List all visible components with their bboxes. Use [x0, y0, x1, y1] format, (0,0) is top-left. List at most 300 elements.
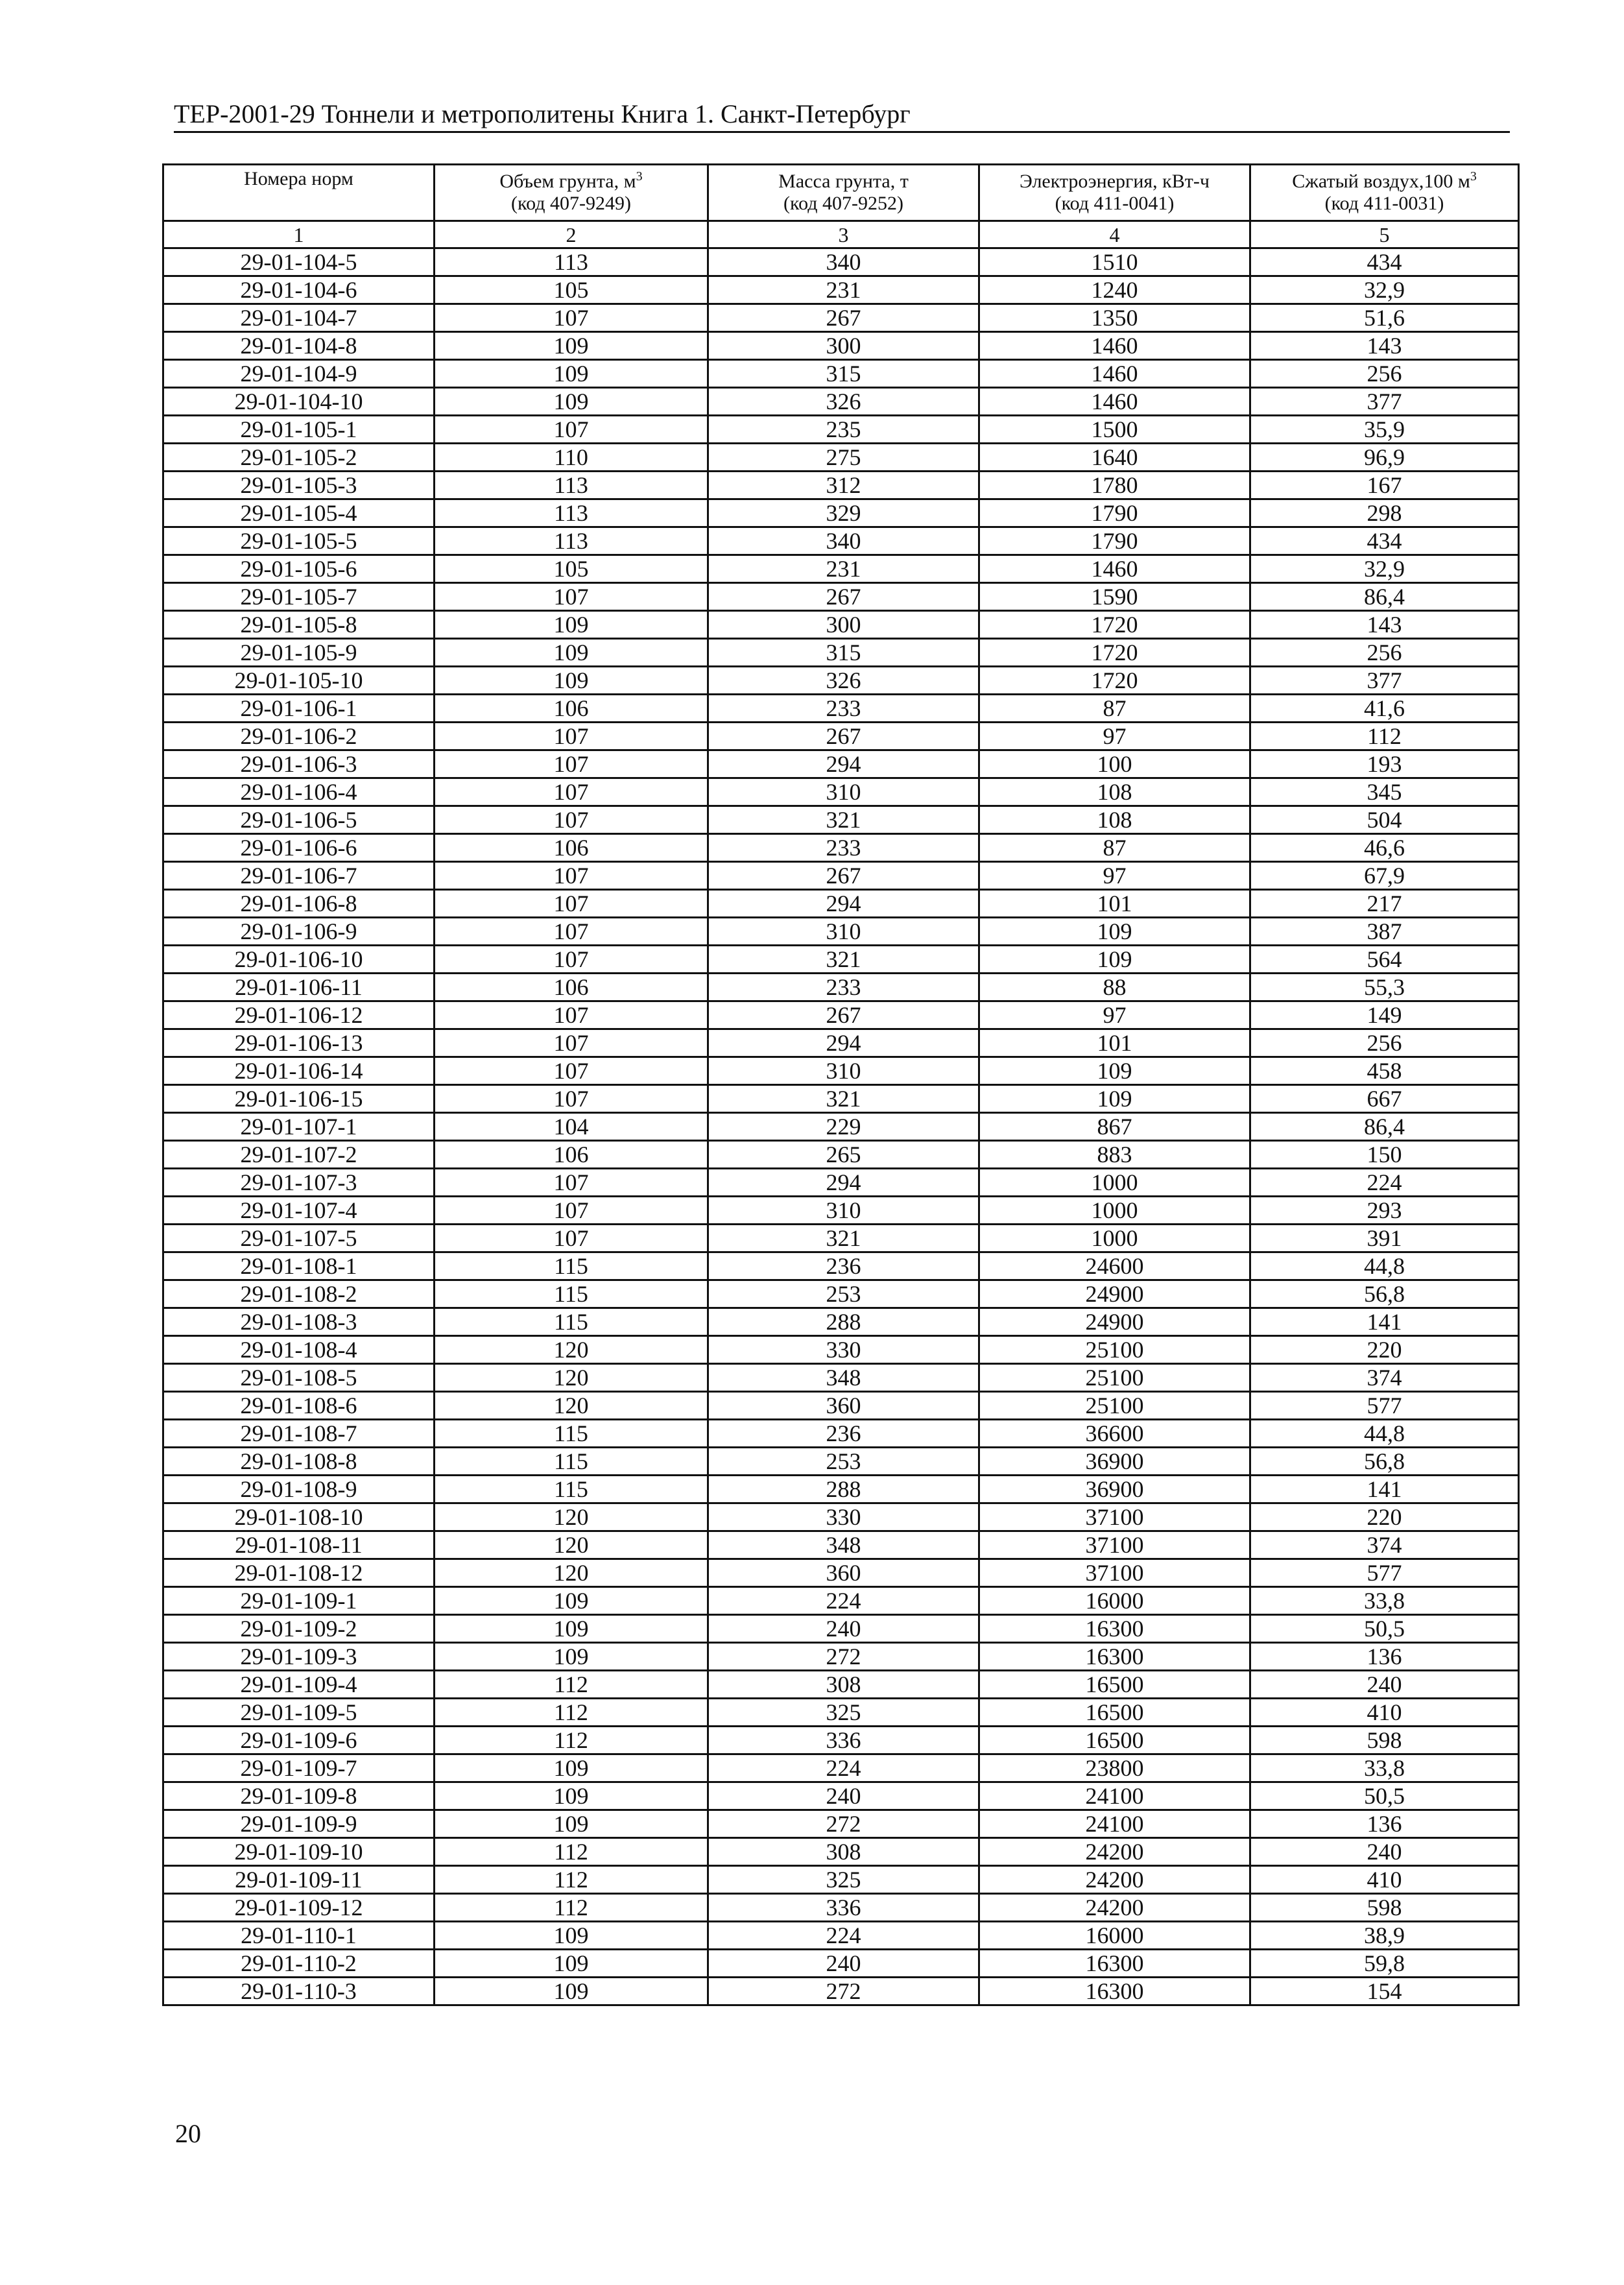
norm-number-cell: 29-01-109-10 — [163, 1838, 435, 1866]
soil-volume-cell: 107 — [435, 723, 708, 750]
soil-volume-cell: 109 — [435, 639, 708, 667]
soil-volume-cell: 109 — [435, 388, 708, 416]
soil-mass-cell: 360 — [708, 1392, 979, 1420]
table-row — [163, 248, 1519, 276]
soil-mass-cell: 294 — [708, 750, 979, 778]
soil-volume-cell: 107 — [435, 583, 708, 611]
column-header — [1250, 165, 1519, 221]
soil-volume-cell: 107 — [435, 918, 708, 946]
electricity-cell: 23800 — [979, 1754, 1250, 1782]
table-row — [163, 1197, 1519, 1225]
electricity-cell: 87 — [979, 834, 1250, 862]
table-row — [163, 555, 1519, 583]
soil-volume-cell: 109 — [435, 1587, 708, 1615]
norm-number-cell: 29-01-108-3 — [163, 1308, 435, 1336]
soil-volume-cell: 113 — [435, 248, 708, 276]
norm-number-cell: 29-01-106-2 — [163, 723, 435, 750]
soil-volume-cell: 107 — [435, 778, 708, 806]
soil-volume-cell: 109 — [435, 332, 708, 360]
compressed-air-cell: 149 — [1250, 1001, 1519, 1029]
superscript: 3 — [636, 169, 643, 184]
table-row — [163, 1671, 1519, 1699]
norm-number-cell: 29-01-110-2 — [163, 1950, 435, 1978]
soil-volume-cell: 107 — [435, 1001, 708, 1029]
norm-number-cell: 29-01-108-7 — [163, 1420, 435, 1448]
soil-mass-cell: 326 — [708, 388, 979, 416]
table-row — [163, 1392, 1519, 1420]
soil-mass-cell: 340 — [708, 248, 979, 276]
norm-number-cell: 29-01-108-12 — [163, 1559, 435, 1587]
compressed-air-cell: 33,8 — [1250, 1587, 1519, 1615]
norm-number-cell: 29-01-108-10 — [163, 1503, 435, 1531]
norm-number-cell: 29-01-109-6 — [163, 1727, 435, 1754]
soil-mass-cell: 329 — [708, 499, 979, 527]
electricity-cell: 1720 — [979, 667, 1250, 695]
electricity-cell: 1240 — [979, 276, 1250, 304]
table-row — [163, 1420, 1519, 1448]
table-row — [163, 1280, 1519, 1308]
electricity-cell: 88 — [979, 974, 1250, 1001]
column-header-code: (код 411-0041) — [1055, 193, 1175, 214]
electricity-cell: 1000 — [979, 1225, 1250, 1252]
norm-number-cell: 29-01-105-8 — [163, 611, 435, 639]
electricity-cell: 108 — [979, 806, 1250, 834]
electricity-cell: 1350 — [979, 304, 1250, 332]
soil-mass-cell: 321 — [708, 946, 979, 974]
table-row — [163, 1922, 1519, 1950]
compressed-air-cell: 256 — [1250, 639, 1519, 667]
table-row — [163, 946, 1519, 974]
soil-volume-cell: 113 — [435, 527, 708, 555]
norm-number-cell: 29-01-106-6 — [163, 834, 435, 862]
soil-volume-cell: 105 — [435, 555, 708, 583]
electricity-cell: 1590 — [979, 583, 1250, 611]
table-row — [163, 1476, 1519, 1503]
norm-number-cell: 29-01-108-11 — [163, 1531, 435, 1559]
norm-number-cell: 29-01-109-3 — [163, 1643, 435, 1671]
norm-number-cell: 29-01-108-5 — [163, 1364, 435, 1392]
electricity-cell: 1720 — [979, 611, 1250, 639]
soil-volume-cell: 106 — [435, 834, 708, 862]
compressed-air-cell: 224 — [1250, 1169, 1519, 1197]
electricity-cell: 101 — [979, 1029, 1250, 1057]
soil-mass-cell: 360 — [708, 1559, 979, 1587]
table-row — [163, 1615, 1519, 1643]
table-row — [163, 1225, 1519, 1252]
soil-volume-cell: 115 — [435, 1448, 708, 1476]
table-row — [163, 1531, 1519, 1559]
compressed-air-cell: 256 — [1250, 1029, 1519, 1057]
compressed-air-cell: 410 — [1250, 1866, 1519, 1894]
compressed-air-cell: 32,9 — [1250, 555, 1519, 583]
soil-mass-cell: 229 — [708, 1113, 979, 1141]
electricity-cell: 1460 — [979, 388, 1250, 416]
electricity-cell: 1780 — [979, 472, 1250, 499]
electricity-cell: 16000 — [979, 1922, 1250, 1950]
soil-volume-cell: 113 — [435, 472, 708, 499]
electricity-cell: 16300 — [979, 1978, 1250, 2005]
soil-mass-cell: 330 — [708, 1503, 979, 1531]
soil-volume-cell: 107 — [435, 806, 708, 834]
soil-mass-cell: 310 — [708, 918, 979, 946]
table-row — [163, 1308, 1519, 1336]
table-row — [163, 1057, 1519, 1085]
soil-mass-cell: 253 — [708, 1280, 979, 1308]
soil-mass-cell: 267 — [708, 583, 979, 611]
compressed-air-cell: 193 — [1250, 750, 1519, 778]
column-header — [708, 165, 979, 221]
electricity-cell: 36900 — [979, 1448, 1250, 1476]
table-row — [163, 1782, 1519, 1810]
soil-volume-cell: 115 — [435, 1252, 708, 1280]
compressed-air-cell: 38,9 — [1250, 1922, 1519, 1950]
electricity-cell: 100 — [979, 750, 1250, 778]
norm-number-cell: 29-01-106-4 — [163, 778, 435, 806]
compressed-air-cell: 154 — [1250, 1978, 1519, 2005]
soil-mass-cell: 325 — [708, 1866, 979, 1894]
norm-number-cell: 29-01-109-4 — [163, 1671, 435, 1699]
soil-volume-cell: 109 — [435, 1922, 708, 1950]
soil-mass-cell: 294 — [708, 890, 979, 918]
soil-mass-cell: 312 — [708, 472, 979, 499]
soil-volume-cell: 120 — [435, 1336, 708, 1364]
table-header — [163, 165, 1519, 248]
compressed-air-cell: 136 — [1250, 1643, 1519, 1671]
soil-volume-cell: 109 — [435, 1810, 708, 1838]
table-row — [163, 1364, 1519, 1392]
soil-mass-cell: 321 — [708, 1225, 979, 1252]
norm-number-cell: 29-01-109-1 — [163, 1587, 435, 1615]
electricity-cell: 37100 — [979, 1531, 1250, 1559]
compressed-air-cell: 564 — [1250, 946, 1519, 974]
soil-volume-cell: 109 — [435, 1643, 708, 1671]
column-header-title: Объем грунта, $м^3$ — [499, 169, 643, 192]
table-row — [163, 974, 1519, 1001]
electricity-cell: 1000 — [979, 1197, 1250, 1225]
soil-mass-cell: 340 — [708, 527, 979, 555]
table-row — [163, 778, 1519, 806]
table-row — [163, 1503, 1519, 1531]
table-row — [163, 1894, 1519, 1922]
norm-number-cell: 29-01-107-3 — [163, 1169, 435, 1197]
soil-mass-cell: 272 — [708, 1810, 979, 1838]
soil-volume-cell: 109 — [435, 1950, 708, 1978]
electricity-cell: 1460 — [979, 332, 1250, 360]
soil-volume-cell: 109 — [435, 667, 708, 695]
compressed-air-cell: 298 — [1250, 499, 1519, 527]
norm-number-cell: 29-01-106-11 — [163, 974, 435, 1001]
table-row — [163, 667, 1519, 695]
compressed-air-cell: 50,5 — [1250, 1782, 1519, 1810]
electricity-cell: 24900 — [979, 1308, 1250, 1336]
electricity-cell: 24100 — [979, 1782, 1250, 1810]
electricity-cell: 109 — [979, 946, 1250, 974]
soil-volume-cell: 107 — [435, 1225, 708, 1252]
soil-mass-cell: 288 — [708, 1308, 979, 1336]
electricity-cell: 108 — [979, 778, 1250, 806]
electricity-cell: 24100 — [979, 1810, 1250, 1838]
column-header — [435, 165, 708, 221]
norm-number-cell: 29-01-110-1 — [163, 1922, 435, 1950]
table-row — [163, 1950, 1519, 1978]
compressed-air-cell: 32,9 — [1250, 276, 1519, 304]
soil-mass-cell: 300 — [708, 332, 979, 360]
norm-number-cell: 29-01-109-8 — [163, 1782, 435, 1810]
compressed-air-cell: 141 — [1250, 1308, 1519, 1336]
soil-volume-cell: 120 — [435, 1531, 708, 1559]
norms-table — [162, 163, 1520, 2006]
norm-number-cell: 29-01-105-4 — [163, 499, 435, 527]
soil-mass-cell: 240 — [708, 1950, 979, 1978]
soil-volume-cell: 109 — [435, 1978, 708, 2005]
table-row — [163, 1866, 1519, 1894]
compressed-air-cell: 256 — [1250, 360, 1519, 388]
norm-number-cell: 29-01-104-6 — [163, 276, 435, 304]
soil-mass-cell: 240 — [708, 1615, 979, 1643]
soil-mass-cell: 310 — [708, 1197, 979, 1225]
electricity-cell: 1790 — [979, 527, 1250, 555]
compressed-air-cell: 55,3 — [1250, 974, 1519, 1001]
compressed-air-cell: 51,6 — [1250, 304, 1519, 332]
norm-number-cell: 29-01-105-10 — [163, 667, 435, 695]
electricity-cell: 36600 — [979, 1420, 1250, 1448]
soil-volume-cell: 115 — [435, 1476, 708, 1503]
soil-mass-cell: 267 — [708, 862, 979, 890]
soil-mass-cell: 348 — [708, 1364, 979, 1392]
compressed-air-cell: 112 — [1250, 723, 1519, 750]
soil-mass-cell: 236 — [708, 1252, 979, 1280]
electricity-cell: 25100 — [979, 1392, 1250, 1420]
page-number: 20 — [175, 2119, 201, 2148]
compressed-air-cell: 220 — [1250, 1503, 1519, 1531]
electricity-cell: 16500 — [979, 1671, 1250, 1699]
soil-volume-cell: 104 — [435, 1113, 708, 1141]
norm-number-cell: 29-01-105-3 — [163, 472, 435, 499]
soil-mass-cell: 253 — [708, 1448, 979, 1476]
electricity-cell: 1640 — [979, 444, 1250, 472]
electricity-cell: 16500 — [979, 1699, 1250, 1727]
soil-volume-cell: 120 — [435, 1559, 708, 1587]
norm-number-cell: 29-01-105-5 — [163, 527, 435, 555]
table-row — [163, 444, 1519, 472]
soil-volume-cell: 115 — [435, 1280, 708, 1308]
compressed-air-cell: 96,9 — [1250, 444, 1519, 472]
soil-mass-cell: 330 — [708, 1336, 979, 1364]
electricity-cell: 97 — [979, 723, 1250, 750]
norm-number-cell: 29-01-107-5 — [163, 1225, 435, 1252]
column-header-title: Номера норм — [244, 168, 353, 189]
electricity-cell: 867 — [979, 1113, 1250, 1141]
electricity-cell: 16300 — [979, 1950, 1250, 1978]
soil-mass-cell: 224 — [708, 1754, 979, 1782]
soil-mass-cell: 315 — [708, 639, 979, 667]
table-row — [163, 276, 1519, 304]
compressed-air-cell: 240 — [1250, 1838, 1519, 1866]
superscript: 3 — [1470, 169, 1477, 184]
electricity-cell: 24200 — [979, 1866, 1250, 1894]
norm-number-cell: 29-01-106-5 — [163, 806, 435, 834]
norm-number-cell: 29-01-106-13 — [163, 1029, 435, 1057]
soil-volume-cell: 112 — [435, 1727, 708, 1754]
norm-number-cell: 29-01-108-6 — [163, 1392, 435, 1420]
column-header-row — [163, 165, 1519, 221]
electricity-cell: 37100 — [979, 1559, 1250, 1587]
compressed-air-cell: 46,6 — [1250, 834, 1519, 862]
soil-mass-cell: 294 — [708, 1169, 979, 1197]
column-header-code: (код 407-9249) — [511, 193, 631, 214]
compressed-air-cell: 136 — [1250, 1810, 1519, 1838]
soil-volume-cell: 109 — [435, 1615, 708, 1643]
soil-mass-cell: 294 — [708, 1029, 979, 1057]
soil-volume-cell: 107 — [435, 1169, 708, 1197]
table-row — [163, 1448, 1519, 1476]
table-row — [163, 1587, 1519, 1615]
soil-volume-cell: 106 — [435, 695, 708, 723]
compressed-air-cell: 458 — [1250, 1057, 1519, 1085]
column-number: 3 — [708, 221, 979, 248]
soil-volume-cell: 107 — [435, 890, 708, 918]
table-row — [163, 750, 1519, 778]
soil-mass-cell: 233 — [708, 695, 979, 723]
table-row — [163, 1085, 1519, 1113]
soil-volume-cell: 107 — [435, 862, 708, 890]
soil-mass-cell: 235 — [708, 416, 979, 444]
table-row — [163, 1336, 1519, 1364]
compressed-air-cell: 667 — [1250, 1085, 1519, 1113]
soil-volume-cell: 115 — [435, 1420, 708, 1448]
soil-mass-cell: 310 — [708, 1057, 979, 1085]
electricity-cell: 25100 — [979, 1364, 1250, 1392]
table-row — [163, 1699, 1519, 1727]
compressed-air-cell: 391 — [1250, 1225, 1519, 1252]
soil-volume-cell: 109 — [435, 611, 708, 639]
column-header — [163, 165, 435, 221]
table-row — [163, 1001, 1519, 1029]
column-number: 5 — [1250, 221, 1519, 248]
compressed-air-cell: 374 — [1250, 1531, 1519, 1559]
soil-volume-cell: 112 — [435, 1838, 708, 1866]
column-number: 1 — [163, 221, 435, 248]
compressed-air-cell: 577 — [1250, 1392, 1519, 1420]
soil-mass-cell: 240 — [708, 1782, 979, 1810]
norm-number-cell: 29-01-109-5 — [163, 1699, 435, 1727]
compressed-air-cell: 377 — [1250, 667, 1519, 695]
norm-number-cell: 29-01-105-9 — [163, 639, 435, 667]
column-number: 4 — [979, 221, 1250, 248]
electricity-cell: 16300 — [979, 1615, 1250, 1643]
compressed-air-cell: 86,4 — [1250, 583, 1519, 611]
table-row — [163, 1978, 1519, 2005]
soil-mass-cell: 233 — [708, 834, 979, 862]
electricity-cell: 16000 — [979, 1587, 1250, 1615]
soil-mass-cell: 224 — [708, 1587, 979, 1615]
norm-number-cell: 29-01-108-9 — [163, 1476, 435, 1503]
compressed-air-cell: 86,4 — [1250, 1113, 1519, 1141]
electricity-cell: 109 — [979, 918, 1250, 946]
compressed-air-cell: 374 — [1250, 1364, 1519, 1392]
compressed-air-cell: 434 — [1250, 527, 1519, 555]
column-number-row — [163, 221, 1519, 248]
table-row — [163, 472, 1519, 499]
soil-mass-cell: 321 — [708, 806, 979, 834]
table-row — [163, 834, 1519, 862]
norm-number-cell: 29-01-107-2 — [163, 1141, 435, 1169]
soil-volume-cell: 113 — [435, 499, 708, 527]
table-row — [163, 918, 1519, 946]
compressed-air-cell: 44,8 — [1250, 1252, 1519, 1280]
soil-mass-cell: 267 — [708, 304, 979, 332]
norm-number-cell: 29-01-106-1 — [163, 695, 435, 723]
norm-number-cell: 29-01-106-8 — [163, 890, 435, 918]
norm-number-cell: 29-01-107-1 — [163, 1113, 435, 1141]
soil-mass-cell: 310 — [708, 778, 979, 806]
soil-mass-cell: 233 — [708, 974, 979, 1001]
compressed-air-cell: 41,6 — [1250, 695, 1519, 723]
soil-volume-cell: 120 — [435, 1503, 708, 1531]
soil-mass-cell: 224 — [708, 1922, 979, 1950]
soil-volume-cell: 105 — [435, 276, 708, 304]
soil-volume-cell: 109 — [435, 1782, 708, 1810]
compressed-air-cell: 217 — [1250, 890, 1519, 918]
norm-number-cell: 29-01-108-1 — [163, 1252, 435, 1280]
compressed-air-cell: 150 — [1250, 1141, 1519, 1169]
norm-number-cell: 29-01-108-2 — [163, 1280, 435, 1308]
compressed-air-cell: 56,8 — [1250, 1280, 1519, 1308]
electricity-cell: 37100 — [979, 1503, 1250, 1531]
compressed-air-cell: 141 — [1250, 1476, 1519, 1503]
soil-mass-cell: 348 — [708, 1531, 979, 1559]
table-row — [163, 1559, 1519, 1587]
electricity-cell: 24600 — [979, 1252, 1250, 1280]
table-row — [163, 1727, 1519, 1754]
soil-volume-cell: 112 — [435, 1671, 708, 1699]
soil-volume-cell: 107 — [435, 1197, 708, 1225]
table-row — [163, 1252, 1519, 1280]
compressed-air-cell: 35,9 — [1250, 416, 1519, 444]
table-row — [163, 388, 1519, 416]
soil-mass-cell: 315 — [708, 360, 979, 388]
soil-volume-cell: 109 — [435, 360, 708, 388]
soil-mass-cell: 325 — [708, 1699, 979, 1727]
norm-number-cell: 29-01-109-12 — [163, 1894, 435, 1922]
table-row — [163, 1169, 1519, 1197]
norm-number-cell: 29-01-104-7 — [163, 304, 435, 332]
soil-volume-cell: 112 — [435, 1894, 708, 1922]
electricity-cell: 883 — [979, 1141, 1250, 1169]
norm-number-cell: 29-01-109-2 — [163, 1615, 435, 1643]
soil-volume-cell: 107 — [435, 750, 708, 778]
soil-volume-cell: 112 — [435, 1699, 708, 1727]
table-row — [163, 360, 1519, 388]
compressed-air-cell: 577 — [1250, 1559, 1519, 1587]
norm-number-cell: 29-01-104-10 — [163, 388, 435, 416]
table-row — [163, 890, 1519, 918]
soil-volume-cell: 115 — [435, 1308, 708, 1336]
compressed-air-cell: 50,5 — [1250, 1615, 1519, 1643]
column-header-title: Масса грунта, т — [778, 171, 909, 192]
table-row — [163, 1113, 1519, 1141]
norm-number-cell: 29-01-108-8 — [163, 1448, 435, 1476]
compressed-air-cell: 293 — [1250, 1197, 1519, 1225]
soil-volume-cell: 107 — [435, 304, 708, 332]
electricity-cell: 1460 — [979, 360, 1250, 388]
compressed-air-cell: 598 — [1250, 1894, 1519, 1922]
electricity-cell: 1720 — [979, 639, 1250, 667]
compressed-air-cell: 434 — [1250, 248, 1519, 276]
soil-mass-cell: 275 — [708, 444, 979, 472]
soil-volume-cell: 109 — [435, 1754, 708, 1782]
soil-volume-cell: 120 — [435, 1364, 708, 1392]
